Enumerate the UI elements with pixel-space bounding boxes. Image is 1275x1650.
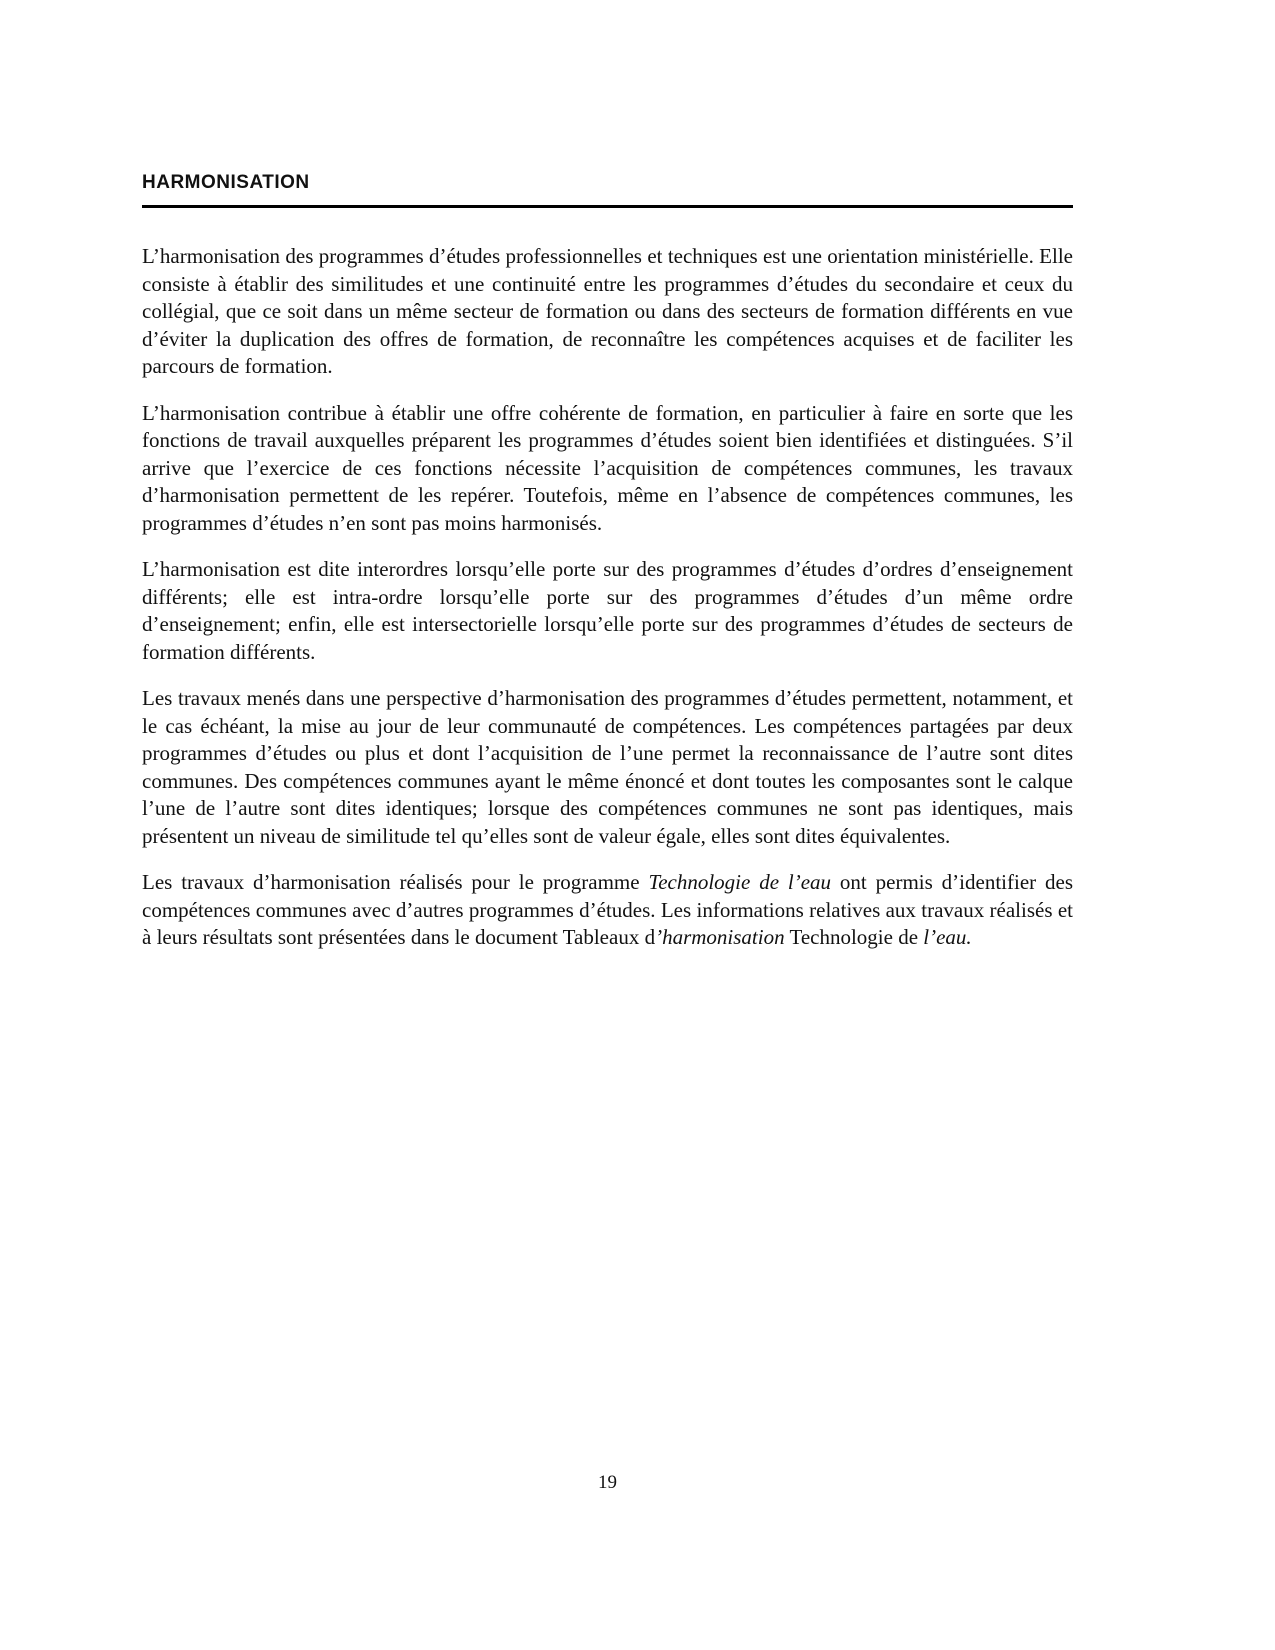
italic-text-run: ’harmonisation xyxy=(655,925,785,949)
paragraph xyxy=(142,869,1073,952)
text-run: Les travaux d’harmonisation réalisés pour le programme xyxy=(142,870,649,894)
italic-text-run: l’eau. xyxy=(923,925,972,949)
body-text xyxy=(142,243,1073,971)
italic-text-run: Technologie de l’eau xyxy=(648,870,832,894)
text-run: ont permis d’identifier des compétences communes avec d’autres programmes d’études. Les informations relatives aux travaux réalisés et à leurs résultats sont présentées dans le document Tableaux d xyxy=(142,870,1073,949)
paragraph xyxy=(142,243,1073,381)
text-run: L’harmonisation des programmes d’études professionnelles et techniques est une orientation ministérielle. Elle consiste à établir des similitudes et une continuité entre les programmes d’études du secondaire et ceux du collégial, que ce soit dans un même secteur de formation ou dans des secteurs de formation différents en vue d’éviter la duplication des offres de formation, de reconnaître les compétences acquises et de faciliter les parcours de formation. xyxy=(142,244,1073,378)
page-number: 19 xyxy=(598,1472,617,1493)
paragraph xyxy=(142,685,1073,850)
text-run: L’harmonisation est dite interordres lorsqu’elle porte sur des programmes d’études d’ordres d’enseignement différents; elle est intra-ordre lorsqu’elle porte sur des programmes d’études d’un même ordre d’enseignement; enfin, elle est intersectorielle lorsqu’elle porte sur des programmes d’études de secteurs de formation différents. xyxy=(142,557,1073,664)
page-header xyxy=(142,172,1073,208)
paragraph xyxy=(142,556,1073,666)
text-run: Technologie de xyxy=(784,925,924,949)
text-run: Les travaux menés dans une perspective d’harmonisation des programmes d’études permettent, notamment, et le cas échéant, la mise au jour de leur communauté de compétences. Les compétences partagées par deux programmes d’études ou plus et dont l’acquisition de l’une permet la reconnaissance de l’autre sont dites communes. Des compétences communes ayant le même énoncé et dont toutes les composantes sont le calque l’une de l’autre sont dites identiques; lorsque des compétences communes ne sont pas identiques, mais présentent un niveau de similitude tel qu’elles sont de valeur égale, elles sont dites équivalentes. xyxy=(142,686,1073,848)
paragraph xyxy=(142,400,1073,538)
text-run: L’harmonisation contribue à établir une offre cohérente de formation, en particulier à faire en sorte que les fonctions de travail auxquelles préparent les programmes d’études soient bien identifiées et distinguées. S’il arrive que l’exercice de ces fonctions nécessite l’acquisition de compétences communes, les travaux d’harmonisation permettent de les repérer. Toutefois, même en l’absence de compétences communes, les programmes d’études n’en sont pas moins harmonisés. xyxy=(142,400,1073,535)
title-underline xyxy=(142,205,1073,208)
page-title: HARMONISATION xyxy=(142,172,310,193)
